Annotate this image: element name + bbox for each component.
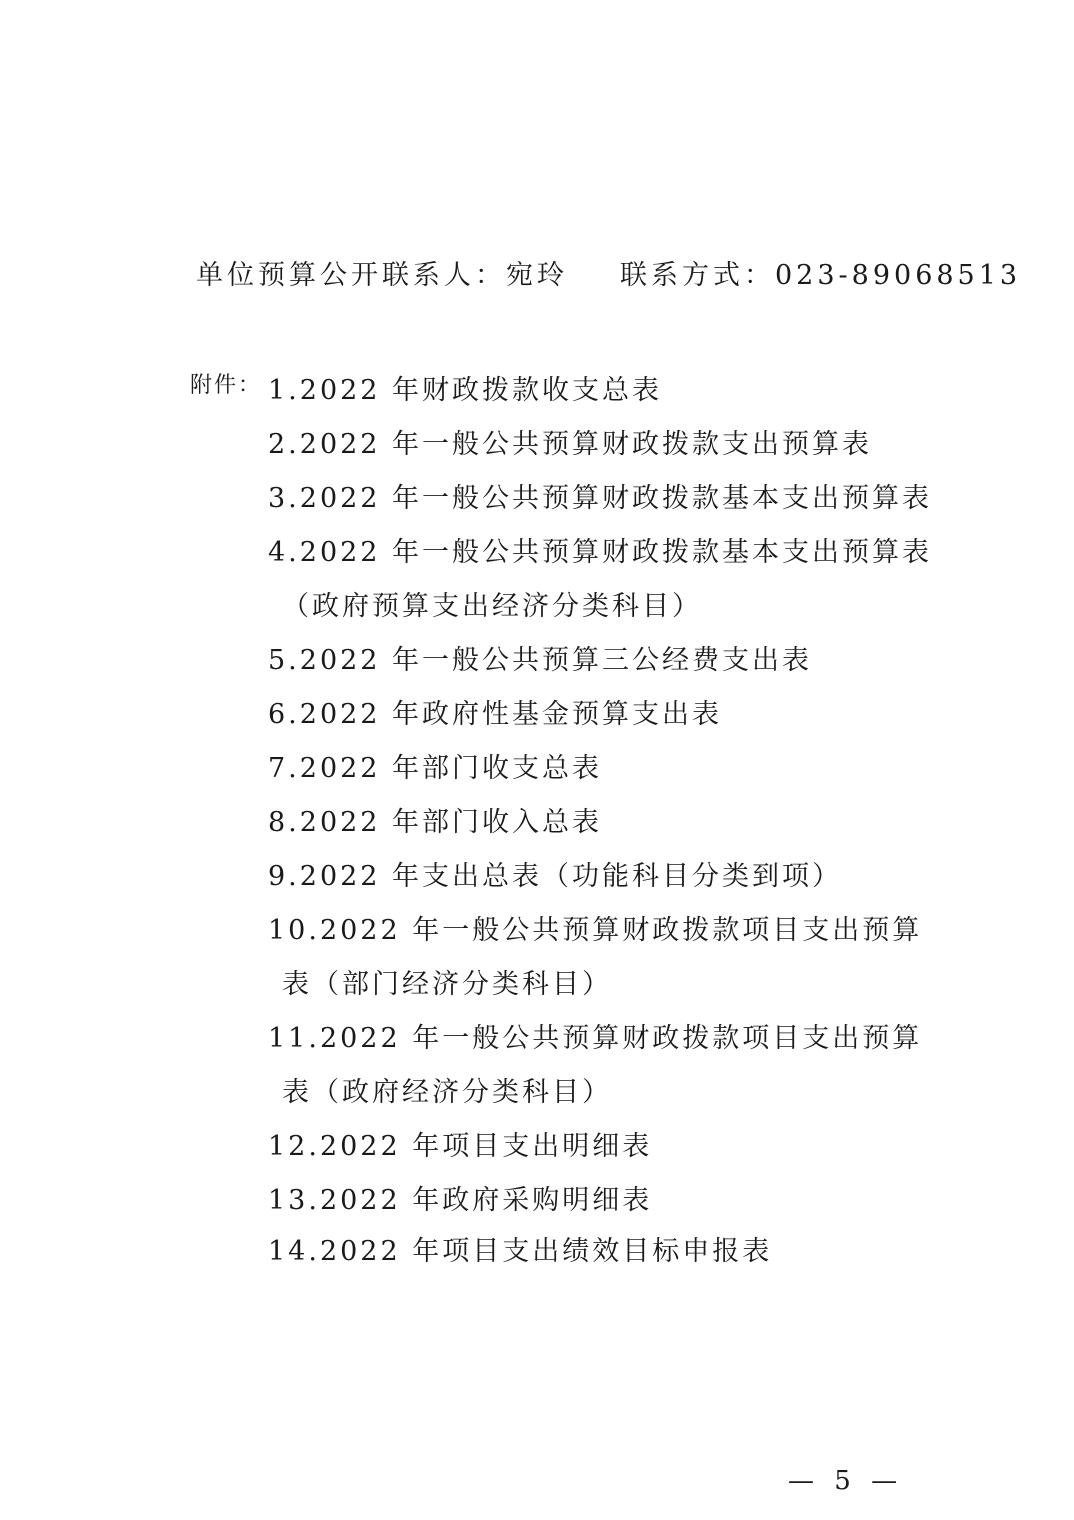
attachment-item-12: 12.2022 年项目支出明细表 [268,1131,653,1162]
contact-line [196,256,1021,296]
attachment-label: 附件： [190,373,263,398]
attachment-item-11: 11.2022 年一般公共预算财政拨款项目支出预算表（政府经济分类科目） [268,1023,923,1108]
attachment-item-5: 5.2022 年一般公共预算三公经费支出表 [268,645,813,676]
attachment-item-13: 13.2022 年政府采购明细表 [268,1185,653,1216]
contact-person: 单位预算公开联系人：宛玲 [196,260,568,291]
attachment-item-7: 7.2022 年部门收支总表 [268,753,603,784]
attachment-item-1: 1.2022 年财政拨款收支总表 [268,375,663,406]
attachment-item-8: 8.2022 年部门收入总表 [268,807,603,838]
attachment-item-4: 4.2022 年一般公共预算财政拨款基本支出预算表（政府预算支出经济分类科目） [268,537,933,622]
attachment-item-9: 9.2022 年支出总表（功能科目分类到项） [268,861,843,892]
attachment-item-14: 14.2022 年项目支出绩效目标申报表 [268,1236,773,1267]
page-number: — 5 — [788,1466,904,1496]
attachment-list [268,364,948,1272]
attachment-item-6: 6.2022 年政府性基金预算支出表 [268,699,723,730]
attachment-item-2: 2.2022 年一般公共预算财政拨款支出预算表 [268,429,873,460]
contact-method: 联系方式：023-89068513 [620,260,1022,291]
attachment-item-3: 3.2022 年一般公共预算财政拨款基本支出预算表 [268,483,933,514]
attachment-item-10: 10.2022 年一般公共预算财政拨款项目支出预算表（部门经济分类科目） [268,915,923,1000]
